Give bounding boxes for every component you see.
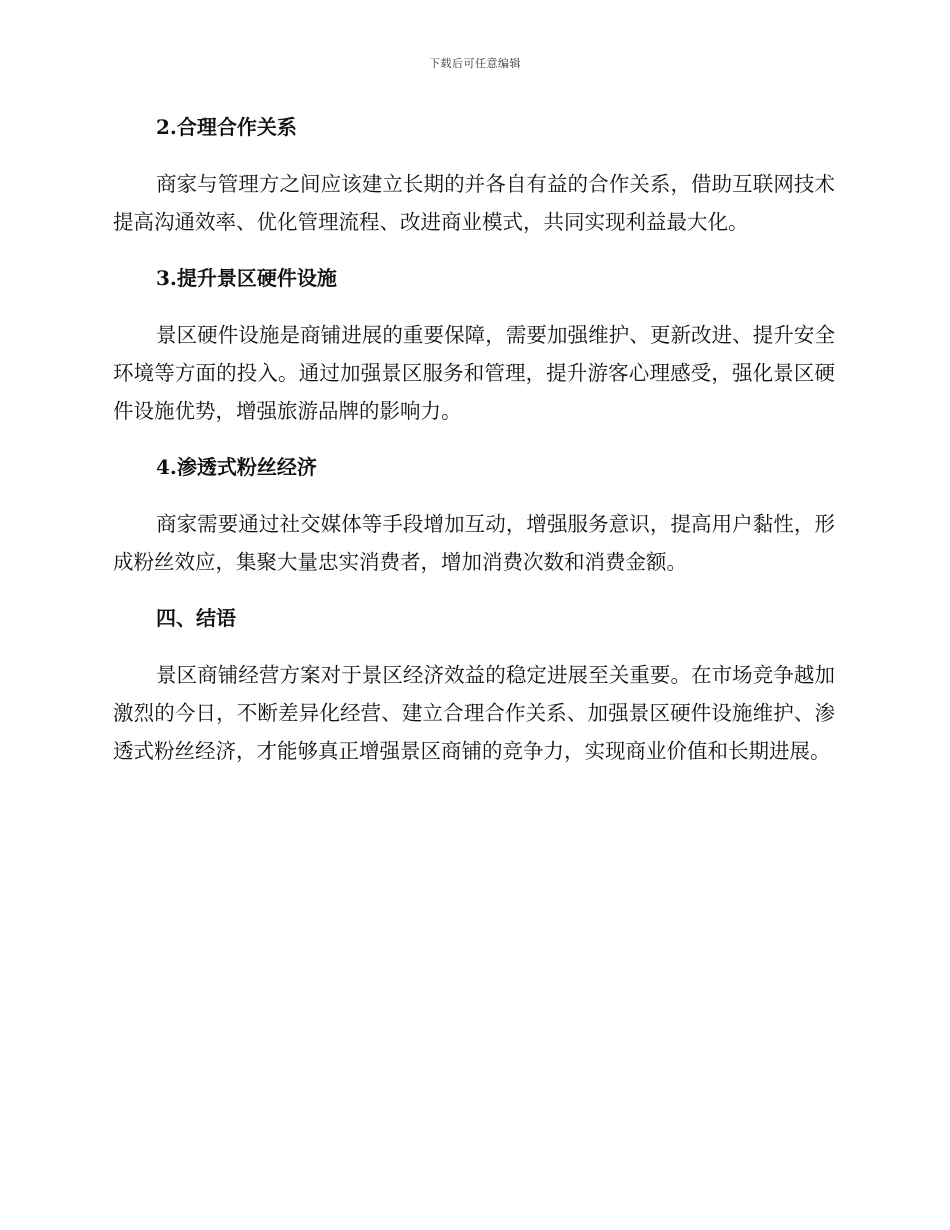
section-heading-fan-economy: 4.渗透式粉丝经济 [156,455,317,479]
section-paragraph-cooperation: 商家与管理方之间应该建立长期的并各自有益的合作关系，借助互联网技术提高沟通效率、优化管理流程、改进商业模式，共同实现利益最大化。 [113,172,835,234]
section-heading-conclusion: 四、结语 [156,606,236,630]
page-header-text: 下载后可任意编辑 [429,57,521,70]
section-paragraph-facilities: 景区硬件设施是商铺进展的重要保障，需要加强维护、更新改进、提升安全环境等方面的投入。通过加强景区服务和管理，提升游客心理感受，强化景区硬件设施优势，增强旅游品牌的影响力。 [113,323,835,423]
section-paragraph-fan-economy: 商家需要通过社交媒体等手段增加互动，增强服务意识，提高用户黏性，形成粉丝效应，集聚大量忠实消费者，增加消费次数和消费金额。 [113,512,835,574]
section-paragraph-conclusion: 景区商铺经营方案对于景区经济效益的稳定进展至关重要。在市场竞争越加激烈的今日，不断差异化经营、建立合理合作关系、加强景区硬件设施维护、渗透式粉丝经济，才能够真正增强景区商铺的竞争力，实现商业价值和长期进展。 [113,663,835,763]
section-heading-facilities: 3.提升景区硬件设施 [156,266,337,290]
section-heading-cooperation: 2.合理合作关系 [156,115,297,139]
document-body [113,108,835,770]
